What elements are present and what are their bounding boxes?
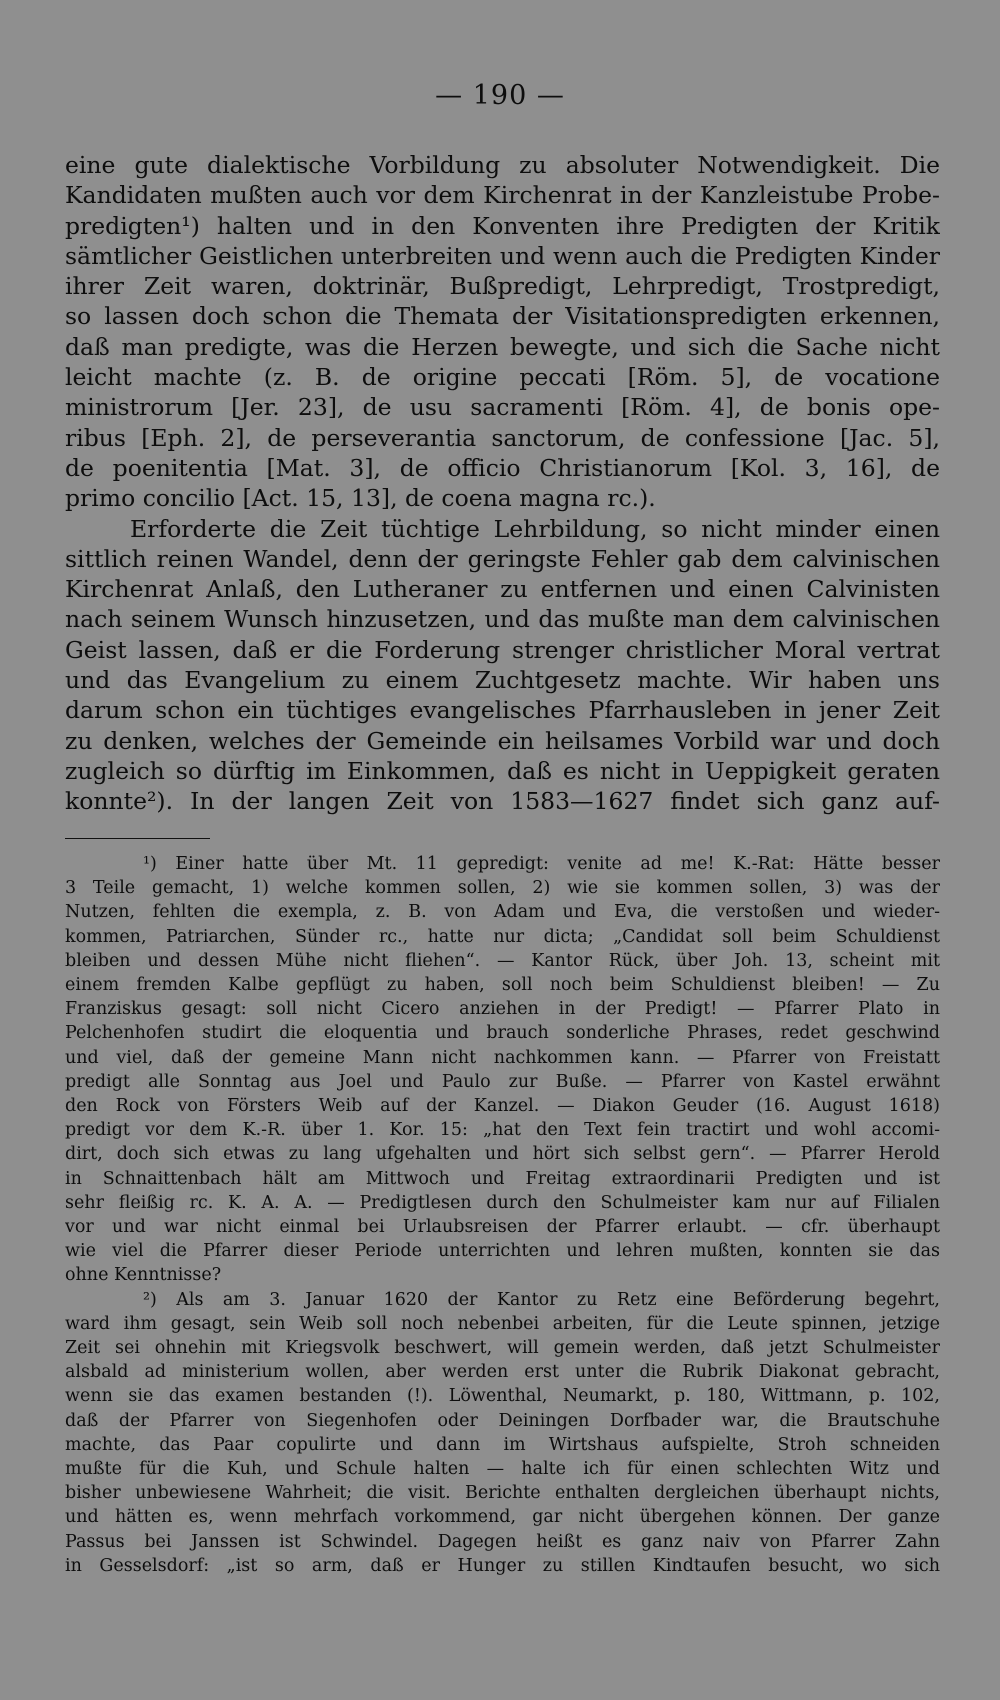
text-line: Kirchenrat Anlaß, den Lutheraner zu entfernen und einen Calvinisten [65,575,940,604]
footnote-line: wenn sie das examen bestanden (!). Löwenthal, Neumarkt, p. 180, Wittmann, p. 102, [65,1386,940,1407]
footnote-line: Pelchenhofen studirt die eloquentia und brauch sonderliche Phrases, redet geschwind [65,1023,940,1044]
footnote-line: Franziskus gesagt: soll nicht Cicero anziehen in der Predigt! — Pfarrer Plato in [65,999,940,1020]
footnote-line: Passus bei Janssen ist Schwindel. Dagegen heißt es ganz naiv von Pfarrer Zahn [65,1531,940,1552]
text-line: nach seinem Wunsch hinzusetzen, und das mußte man dem calvinischen [65,605,940,634]
footnote-line: wie viel die Pfarrer dieser Periode unterrichten und lehren mußten, konnten sie das [65,1241,940,1262]
page-number: — 190 — [435,80,565,111]
footnote-line: kommen, Patriarchen, Sünder rc., hatte nur dicta; „Candidat soll beim Schuldienst [65,926,940,947]
paragraph-start: Erforderte die Zeit tüchtige Lehrbildung, so nicht minder einen [130,514,940,543]
footnotes [65,852,940,1578]
text-line: so lassen doch schon die Themata der Visitationspredigten erkennen, [65,302,940,331]
footnote-line: bleiben und dessen Mühe nicht fliehen“. — Kantor Rück, über Joh. 13, scheint mit [65,950,940,971]
footnote-line: dirt, doch sich etwas zu lang ufgehalten und hört sich selbst gern“. — Pfarrer Herold [65,1144,940,1165]
text-line: Kandidaten mußten auch vor dem Kirchenrat in der Kanzleistube Probe- [65,181,940,210]
text-line: leicht machte (z. B. de origine peccati [Röm. 5], de vocatione [65,363,940,392]
footnote-line: predigt alle Sonntag aus Joel und Paulo zur Buße. — Pfarrer von Kastel erwähnt [65,1071,940,1092]
footnote-line: daß der Pfarrer von Siegenhofen oder Deiningen Dorfbader war, die Brautschuhe [65,1410,940,1431]
footnote-line: den Rock von Försters Weib auf der Kanzel. — Diakon Geuder (16. August 1618) [65,1096,940,1117]
text-line: de poenitentia [Mat. 3], de officio Christianorum [Kol. 3, 16], de [65,453,940,482]
text-line: Geist lassen, daß er die Forderung strenger christlicher Moral vertrat [65,635,940,664]
footnote-line: Zeit sei ohnehin mit Kriegsvolk beschwert, will gemein werden, daß jetzt Schulmeister [65,1338,940,1359]
text-line: primo concilio [Act. 15, 13], de coena magna rc.). [65,484,656,513]
footnote-divider [65,838,210,839]
text-line: konnte²). In der langen Zeit von 1583—1627 findet sich ganz auf- [65,787,940,816]
text-line: zugleich so dürftig im Einkommen, daß es nicht in Ueppigkeit geraten [65,756,940,785]
footnote-line: vor und war nicht einmal bei Urlaubsreisen der Pfarrer erlaubt. — cfr. überhaupt [65,1217,940,1238]
footnote-line: und hätten es, wenn mehrfach vorkommend, gar nicht übergehen können. Der ganze [65,1507,940,1528]
footnote-line: ward ihm gesagt, sein Weib soll noch nebenbei arbeiten, für die Leute spinnen, jetzige [65,1313,940,1334]
footnote-line: mußte für die Kuh, und Schule halten — halte ich für einen schlechten Witz und [65,1459,940,1480]
text-line: zu denken, welches der Gemeinde ein heilsames Vorbild war und doch [65,726,940,755]
footnote-line: und viel, daß der gemeine Mann nicht nachkommen kann. — Pfarrer von Freistatt [65,1047,940,1068]
text-line: sittlich reinen Wandel, denn der geringste Fehler gab dem calvinischen [65,544,940,573]
footnote-line: sehr fleißig rc. K. A. A. — Predigtlesen durch den Schulmeister kam nur auf Filialen [65,1192,940,1213]
text-line: daß man predigte, was die Herzen bewegte, und sich die Sache nicht [65,332,940,361]
main-text [65,150,940,817]
text-line: sämtlicher Geistlichen unterbreiten und wenn auch die Predigten Kinder [65,241,940,270]
footnote-2-start: ²) Als am 3. Januar 1620 der Kantor zu Retz eine Beförderung begehrt, [143,1289,940,1310]
footnote-line: in Schnaittenbach hält am Mittwoch und Freitag extraordinarii Predigten und ist [65,1168,940,1189]
text-line: predigten¹) halten und in den Konventen ihre Predigten der Kritik [65,211,940,240]
text-line: ribus [Eph. 2], de perseverantia sanctorum, de confessione [Jac. 5], [65,423,940,452]
text-line: eine gute dialektische Vorbildung zu absoluter Notwendigkeit. Die [65,151,940,179]
footnote-line: bisher unbewiesene Wahrheit; die visit. Berichte enthalten dergleichen überhaupt nichts, [65,1483,940,1504]
footnote-1-start: ¹) Einer hatte über Mt. 11 gepredigt: venite ad me! K.-Rat: Hätte besser [143,854,940,874]
text-line: darum schon ein tüchtiges evangelisches Pfarrhausleben in jener Zeit [65,696,940,725]
footnote-line: in Gesselsdorf: „ist so arm, daß er Hunger zu stillen Kindtaufen besucht, wo sich [65,1555,940,1576]
footnote-line: alsbald ad ministerium wollen, aber werden erst unter die Rubrik Diakonat gebracht, [65,1362,940,1383]
footnote-line: ohne Kenntnisse? [65,1265,222,1286]
footnote-line: 3 Teile gemacht, 1) welche kommen sollen, 2) wie sie kommen sollen, 3) was der [65,878,940,899]
text-line: ihrer Zeit waren, doktrinär, Bußpredigt, Lehrpredigt, Trostpredigt, [65,272,940,301]
text-line: ministrorum [Jer. 23], de usu sacramenti [Röm. 4], de bonis ope- [65,393,940,422]
footnote-line: machte, das Paar copulirte und dann im Wirtshaus aufspielte, Stroh schneiden [65,1434,940,1455]
footnote-line: einem fremden Kalbe gepflügt zu haben, soll noch beim Schuldienst bleiben! — Zu [65,975,940,996]
text-line: und das Evangelium zu einem Zuchtgesetz machte. Wir haben uns [65,666,940,695]
footnote-line: Nutzen, fehlten die exempla, z. B. von Adam und Eva, die verstoßen und wieder- [65,902,940,923]
footnote-line: predigt vor dem K.-R. über 1. Kor. 15: „hat den Text fein tractirt und wohl accomi- [65,1120,940,1141]
